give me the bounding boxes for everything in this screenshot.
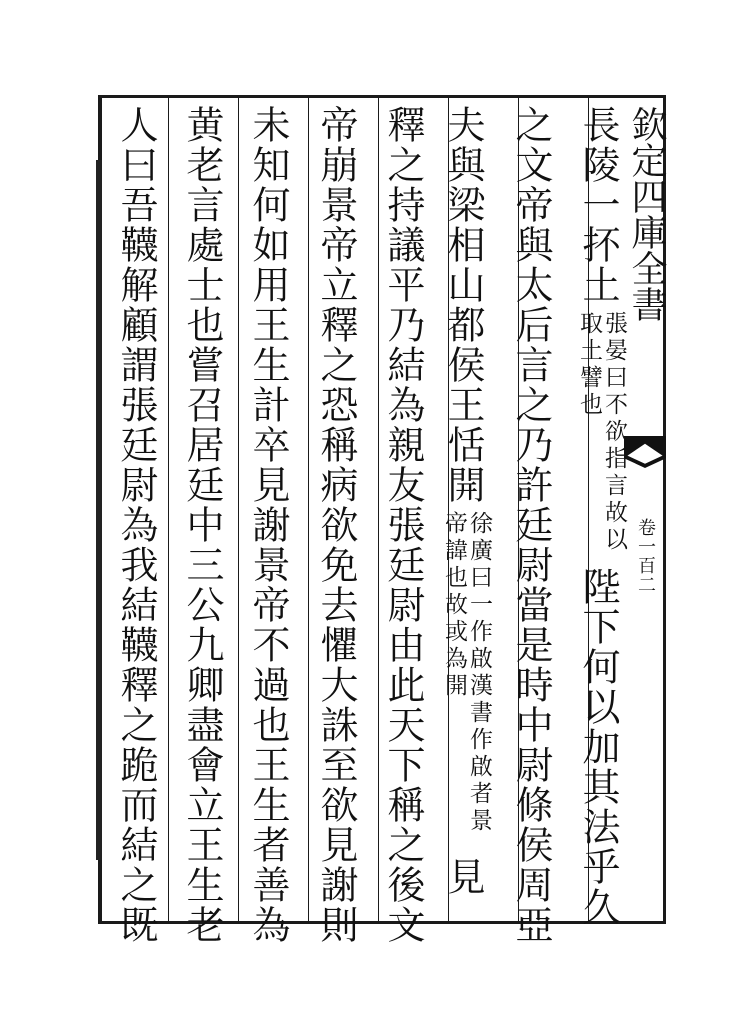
fish-tail-mark xyxy=(624,436,666,458)
text-column-6 xyxy=(240,105,296,945)
banner-column xyxy=(624,98,666,918)
text-column-8 xyxy=(108,105,164,945)
main-text: 夫與梁相山都侯王恬開 xyxy=(441,105,485,505)
frame-top-border xyxy=(98,95,666,98)
column-rule xyxy=(238,95,239,924)
main-text-tail: 陛下何以加其法乎久 xyxy=(576,567,620,927)
main-text: 未知何如用王生計卒見謝景帝不過也王生者善為 xyxy=(246,105,290,945)
text-column-5 xyxy=(308,105,364,945)
fish-tail-mark-lower xyxy=(624,454,666,468)
text-column-4 xyxy=(375,105,431,945)
banner-title: 欽定四庫全書 xyxy=(626,106,667,322)
text-column-1 xyxy=(570,105,626,927)
scan-edge-mark xyxy=(96,160,102,860)
text-column-7 xyxy=(174,105,230,945)
main-text-tail: 見 xyxy=(441,857,485,897)
main-text: 之文帝與太后言之乃許廷尉當是時中尉條侯周亞 xyxy=(509,105,553,945)
annotation-note: 張晏曰不欲指言故以取土譬也 xyxy=(576,311,627,554)
main-text: 黄老言處士也嘗召居廷中三公九卿盡會立王生老 xyxy=(180,105,224,945)
annotation-note: 徐廣曰一作啟漢書作啟者景帝諱也故或為開 xyxy=(441,511,492,835)
main-text: 人曰吾韈解顧謂張廷尉為我結韈釋之跪而結之既 xyxy=(114,105,158,945)
text-column-3 xyxy=(435,105,491,897)
folio-label: 卷一百二 xyxy=(635,518,656,594)
column-rule xyxy=(168,95,169,924)
main-text: 帝崩景帝立釋之恐稱病欲免去懼大誅至欲見謝則 xyxy=(314,105,358,945)
text-column-2 xyxy=(503,105,559,945)
main-text: 長陵一抔土 xyxy=(576,105,620,305)
main-text: 釋之持議平乃結為親友張廷尉由此天下稱之後文 xyxy=(381,105,425,945)
